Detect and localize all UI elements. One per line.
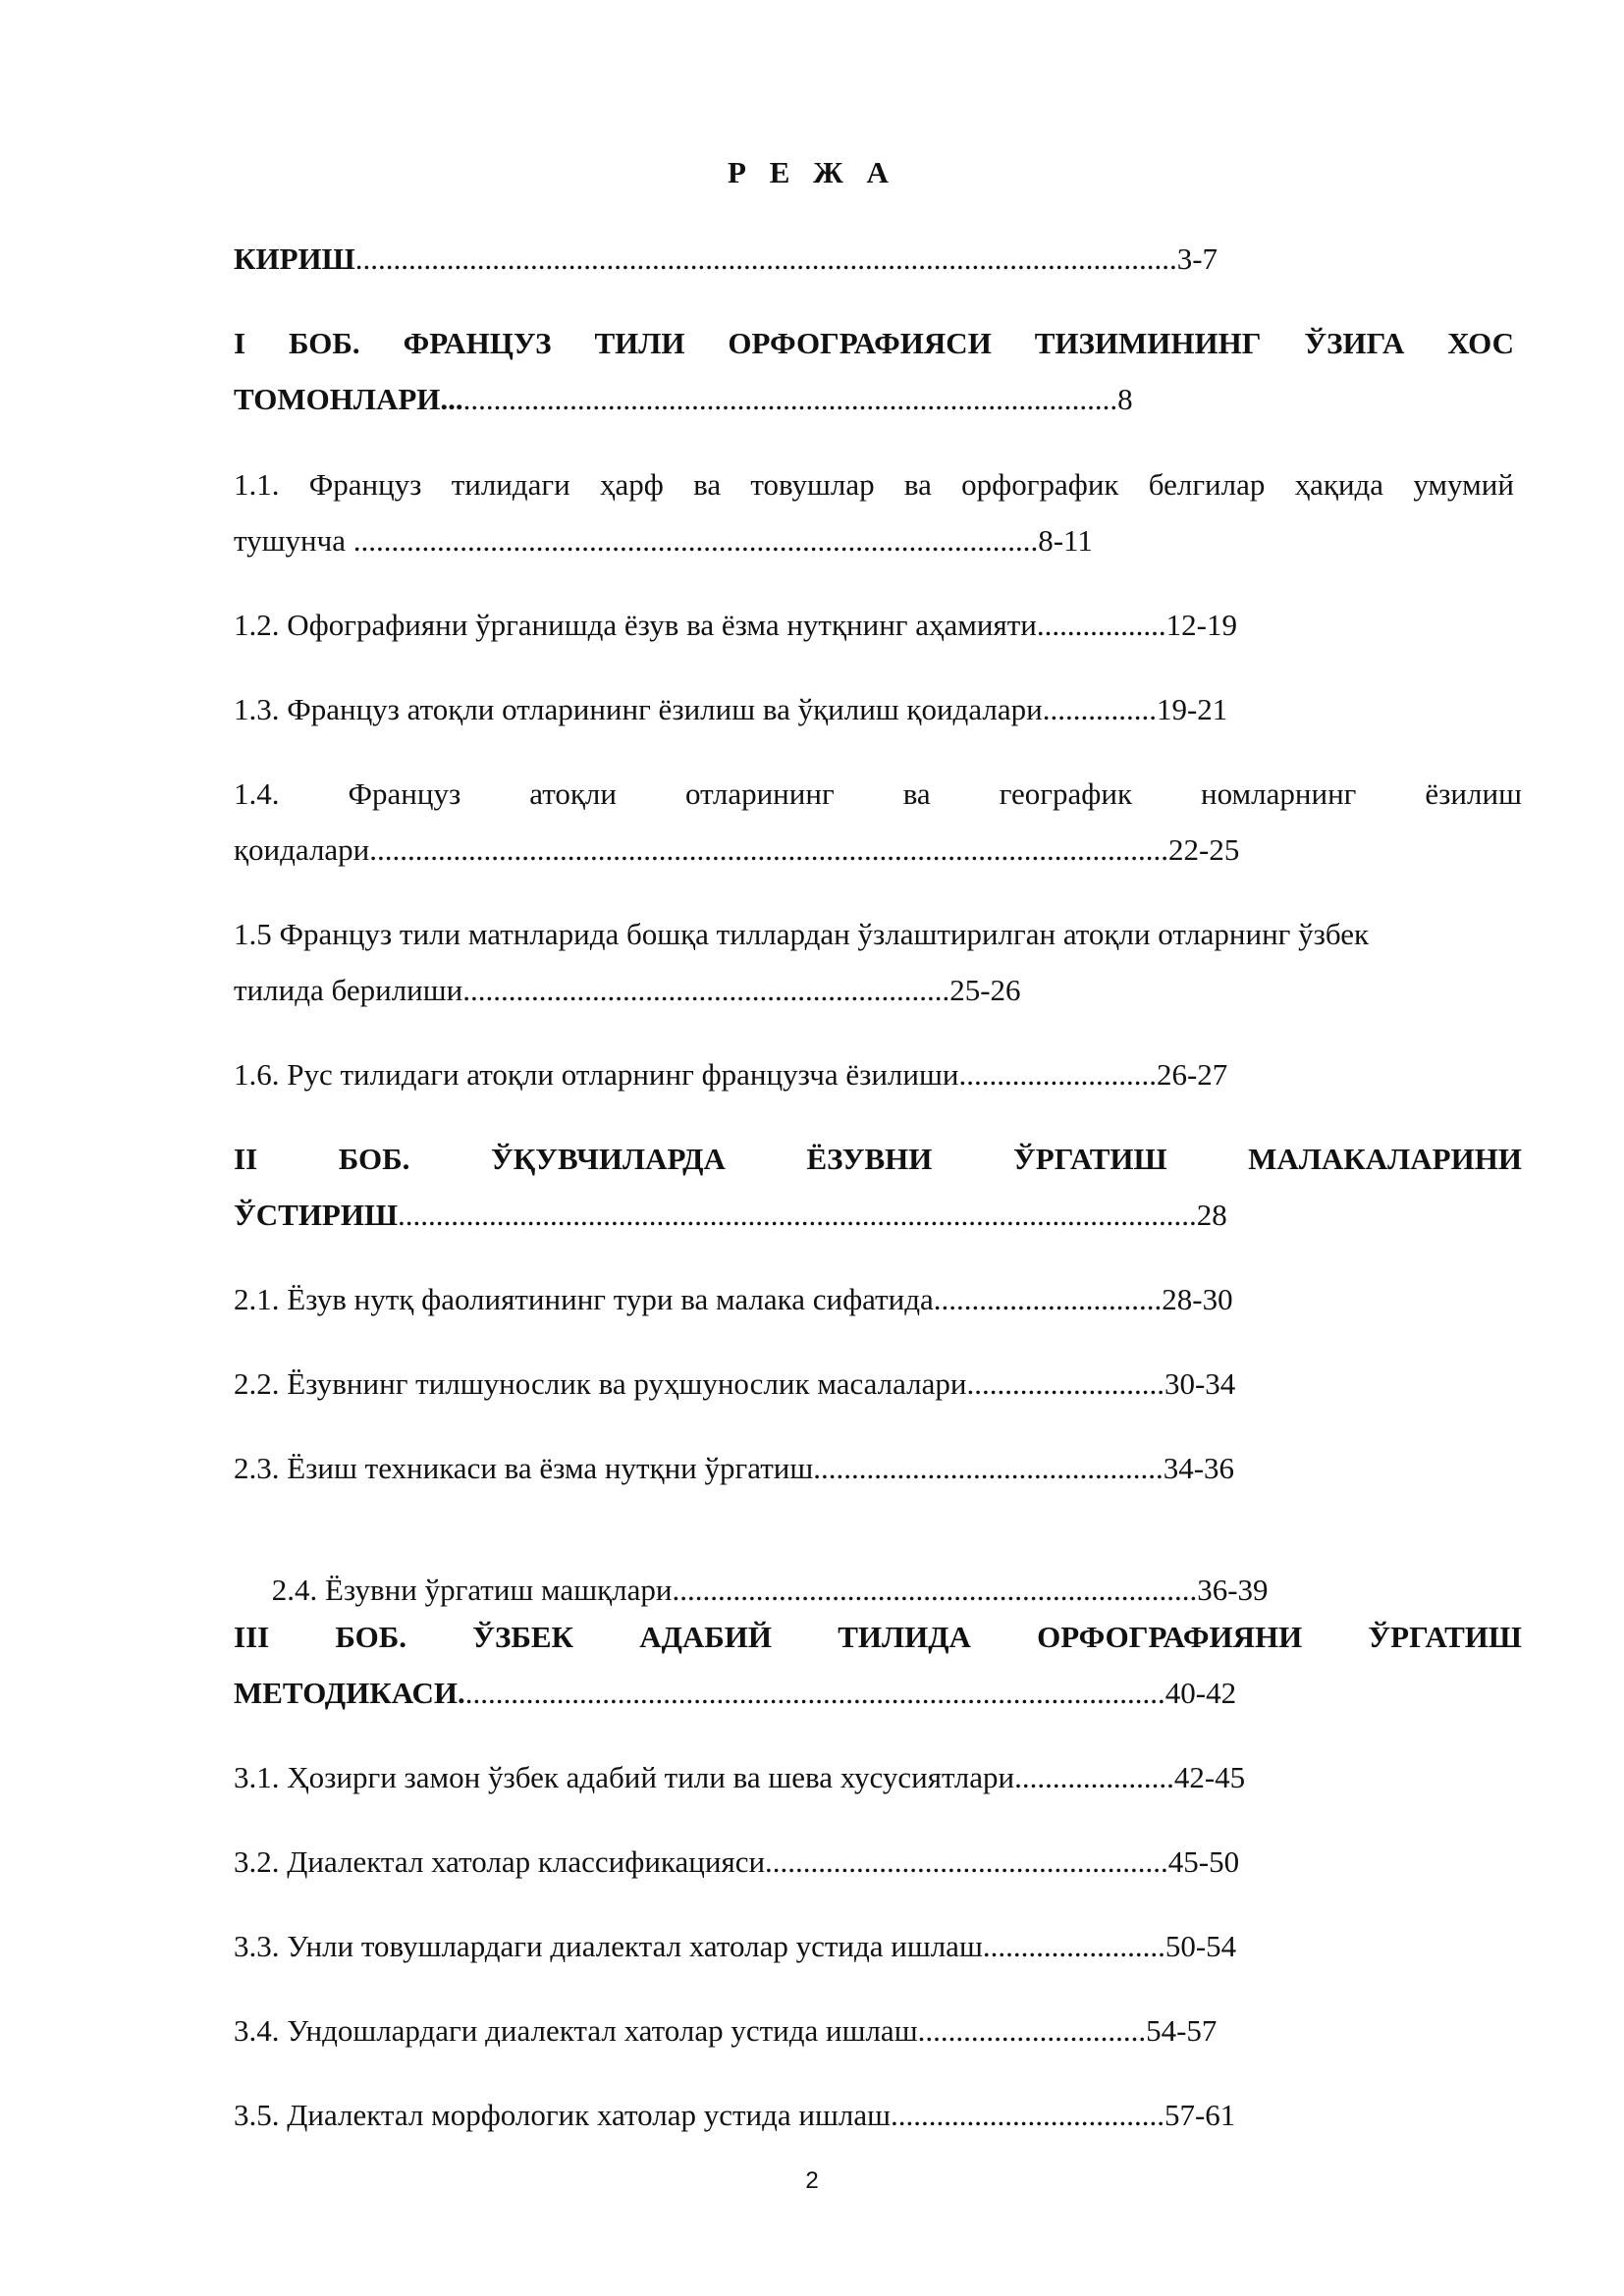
toc-word: ОРФОГРАФИЯНИ [1037,1620,1303,1654]
toc-leader-dots: .............................. [917,2013,1147,2048]
toc-word: БОБ. [335,1620,407,1654]
toc-leader-dots: ............... [1042,692,1157,726]
toc-word: ёзилиш [1425,776,1522,811]
toc-entry-label: тушунча [234,523,353,558]
toc-leader-dots: .................................... [890,2098,1164,2132]
toc-entry-label: 3.2. Диалектал хатолар классификацияси [234,1844,766,1879]
toc-word: БОБ. [289,326,360,360]
toc-page-range: 25-26 [949,973,1021,1007]
toc-entry-label: 3.5. Диалектал морфологик хатолар устида ишлаш [234,2098,891,2132]
toc-entry-label: 1.5 Француз тили матнларида бошқа тиллардан ўзлаштирилган атоқли отларнинг ўзбек [234,917,1370,951]
toc-entry-label: 3.1. Ҳозирги замон ўзбек адабий тили ва шева хусусиятлари [234,1760,1015,1794]
toc-word: Француз [348,776,461,811]
toc-chapter-2-line1 [234,1141,1522,1178]
toc-leader-dots: ..................................................................... [672,1573,1198,1607]
toc-section-3-1 [234,1759,1245,1796]
toc-leader-dots: .......................................................................................... [352,523,1039,558]
toc-leader-dots: .......................... [958,1057,1157,1092]
page-number: 2 [805,2167,819,2194]
toc-word: орфографик [961,467,1119,502]
toc-entry-label: 2.4. Ёзувни ўргатиш машқлари [264,1573,673,1607]
toc-word: тилидаги [451,467,570,502]
toc-entry-label: 2.2. Ёзувнинг тилшунослик ва руҳшунослик масалалари [234,1366,967,1401]
toc-word: ҳарф [599,467,664,502]
toc-leader-dots: ........................ [982,1929,1165,1963]
toc-page-range: 30-34 [1164,1366,1236,1401]
toc-word: ЁЗУВНИ [806,1142,933,1176]
toc-word: умумий [1413,467,1514,502]
toc-page-range: 28-30 [1162,1282,1233,1316]
toc-section-1-1-line2 [234,522,1093,560]
toc-entry-label: МЕТОДИКАСИ. [234,1676,465,1710]
toc-word: ЎҚУВЧИЛАРДА [491,1142,726,1176]
toc-page-range: 8-11 [1038,523,1093,558]
toc-word: ОРФОГРАФИЯСИ [728,326,992,360]
toc-page-range: 57-61 [1164,2098,1236,2132]
toc-page-range: 34-36 [1163,1451,1235,1485]
toc-section-3-2 [234,1843,1239,1881]
toc-chapter-2-line2 [234,1197,1227,1234]
toc-word: ва [902,776,931,811]
toc-section-1-6 [234,1056,1227,1094]
toc-leader-dots: .............................. [933,1282,1163,1316]
toc-entry-label: 1.6. Рус тилидаги атоқли отларнинг французча ёзилиши [234,1057,959,1092]
toc-leader-dots: ......................................................................................................... [369,832,1169,867]
toc-word: ЎРГАТИШ [1013,1142,1167,1176]
toc-word: ва [693,467,722,502]
toc-page-range: 50-54 [1164,1929,1237,1963]
toc-word: номларнинг [1201,776,1357,811]
toc-page-range: 3-7 [1176,241,1218,276]
toc-entry-label: 1.2. Офографияни ўрганишда ёзув ва ёзма нутқнинг аҳамияти [234,608,1037,642]
toc-section-1-4-line2 [234,831,1239,869]
toc-entry-label: 1.3. Француз атоқли отларининг ёзилиш ва ўқилиш қоидалари [234,692,1043,726]
toc-page-range: 28 [1196,1198,1227,1232]
toc-entry-label: 2.3. Ёзиш техникаси ва ёзма нутқни ўргатиш [234,1451,814,1485]
toc-word: ТИЗИМИНИНГ [1034,326,1262,360]
toc-word: ФРАНЦУЗ [403,326,552,360]
toc-page-range: 22-25 [1168,832,1240,867]
toc-entry-label: 3.4. Ундошлардаги диалектал хатолар устида ишлаш [234,2013,918,2048]
toc-entry-label: 2.1. Ёзув нутқ фаолиятининг тури ва малака сифатида [234,1282,934,1316]
toc-entry-label: ЎСТИРИШ [234,1198,399,1232]
toc-entry-label: 3.3. Унли товушлардаги диалектал хатолар устида ишлаш [234,1929,983,1963]
toc-leader-dots: ...................................................................................... [462,382,1118,416]
toc-word: белгилар [1148,467,1266,502]
toc-entry-label: қоидалари [234,832,370,867]
toc-section-1-1-line1 [234,466,1514,504]
toc-word: II [234,1142,258,1176]
page-title: Р Е Ж А [728,155,896,189]
toc-page-range: 54-57 [1146,2013,1218,2048]
toc-page-range: 19-21 [1156,692,1228,726]
toc-entry-label: КИРИШ [234,241,355,276]
toc-word: отларининг [685,776,835,811]
toc-leader-dots: ............................................................................................................ [354,241,1177,276]
toc-word: географик [999,776,1133,811]
toc-word: 1.1. [234,467,280,502]
toc-word: ҳақида [1294,467,1384,502]
toc-leader-dots: .............................................. [813,1451,1164,1485]
toc-word: III [234,1620,270,1654]
toc-section-1-5-line2 [234,972,1021,1009]
toc-section-3-3 [234,1928,1236,1965]
toc-word: ЎРГАТИШ [1368,1620,1522,1654]
toc-chapter-3-line2 [234,1675,1236,1712]
toc-page-range: 12-19 [1165,608,1237,642]
toc-section-3-5 [234,2097,1235,2134]
toc-word: БОБ. [338,1142,410,1176]
toc-section-2-2 [234,1365,1235,1403]
toc-page-range: 36-39 [1197,1573,1269,1607]
toc-word: ва [903,467,932,502]
toc-word: ТИЛИДА [838,1620,971,1654]
toc-section-1-3 [234,691,1227,728]
toc-section-1-5-line1 [234,916,1369,953]
toc-leader-dots: ..................................................... [765,1844,1168,1879]
toc-word: I [234,326,246,360]
toc-page-range: 26-27 [1156,1057,1228,1092]
toc-leader-dots: ................. [1036,608,1166,642]
toc-entry-intro [234,240,1218,278]
toc-leader-dots: ............................................................................................ [464,1676,1165,1710]
toc-section-1-4-line1 [234,775,1522,813]
toc-word: ТИЛИ [594,326,685,360]
toc-word: ЎЗИГА [1304,326,1405,360]
toc-word: МАЛАКАЛАРИНИ [1248,1142,1522,1176]
toc-entry-label: ТОМОНЛАРИ... [234,382,463,416]
toc-entry-label: тилида берилиши [234,973,463,1007]
toc-word: ЎЗБЕК [472,1620,573,1654]
toc-page-range: 8 [1117,382,1133,416]
toc-section-2-1 [234,1281,1233,1318]
toc-word: ХОС [1447,326,1514,360]
toc-section-2-3 [234,1450,1234,1487]
toc-chapter-3-line1 [234,1619,1522,1656]
toc-leader-dots: .......................... [966,1366,1164,1401]
toc-page-range: 40-42 [1164,1676,1237,1710]
toc-page-range: 42-45 [1173,1760,1246,1794]
toc-page-range: 45-50 [1167,1844,1240,1879]
toc-chapter-1-line2 [234,381,1133,418]
toc-word: атоқли [529,776,617,811]
toc-section-1-2 [234,607,1237,644]
toc-section-3-4 [234,2012,1217,2050]
toc-leader-dots: ......................................................................................................... [398,1198,1197,1232]
toc-chapter-1-line1 [234,325,1514,362]
toc-word: Француз [308,467,422,502]
toc-word: товушлар [750,467,875,502]
toc-word: 1.4. [234,776,280,811]
toc-leader-dots: ..................... [1014,1760,1174,1794]
toc-word: АДАБИЙ [639,1620,773,1654]
toc-leader-dots: ................................................................ [462,973,950,1007]
